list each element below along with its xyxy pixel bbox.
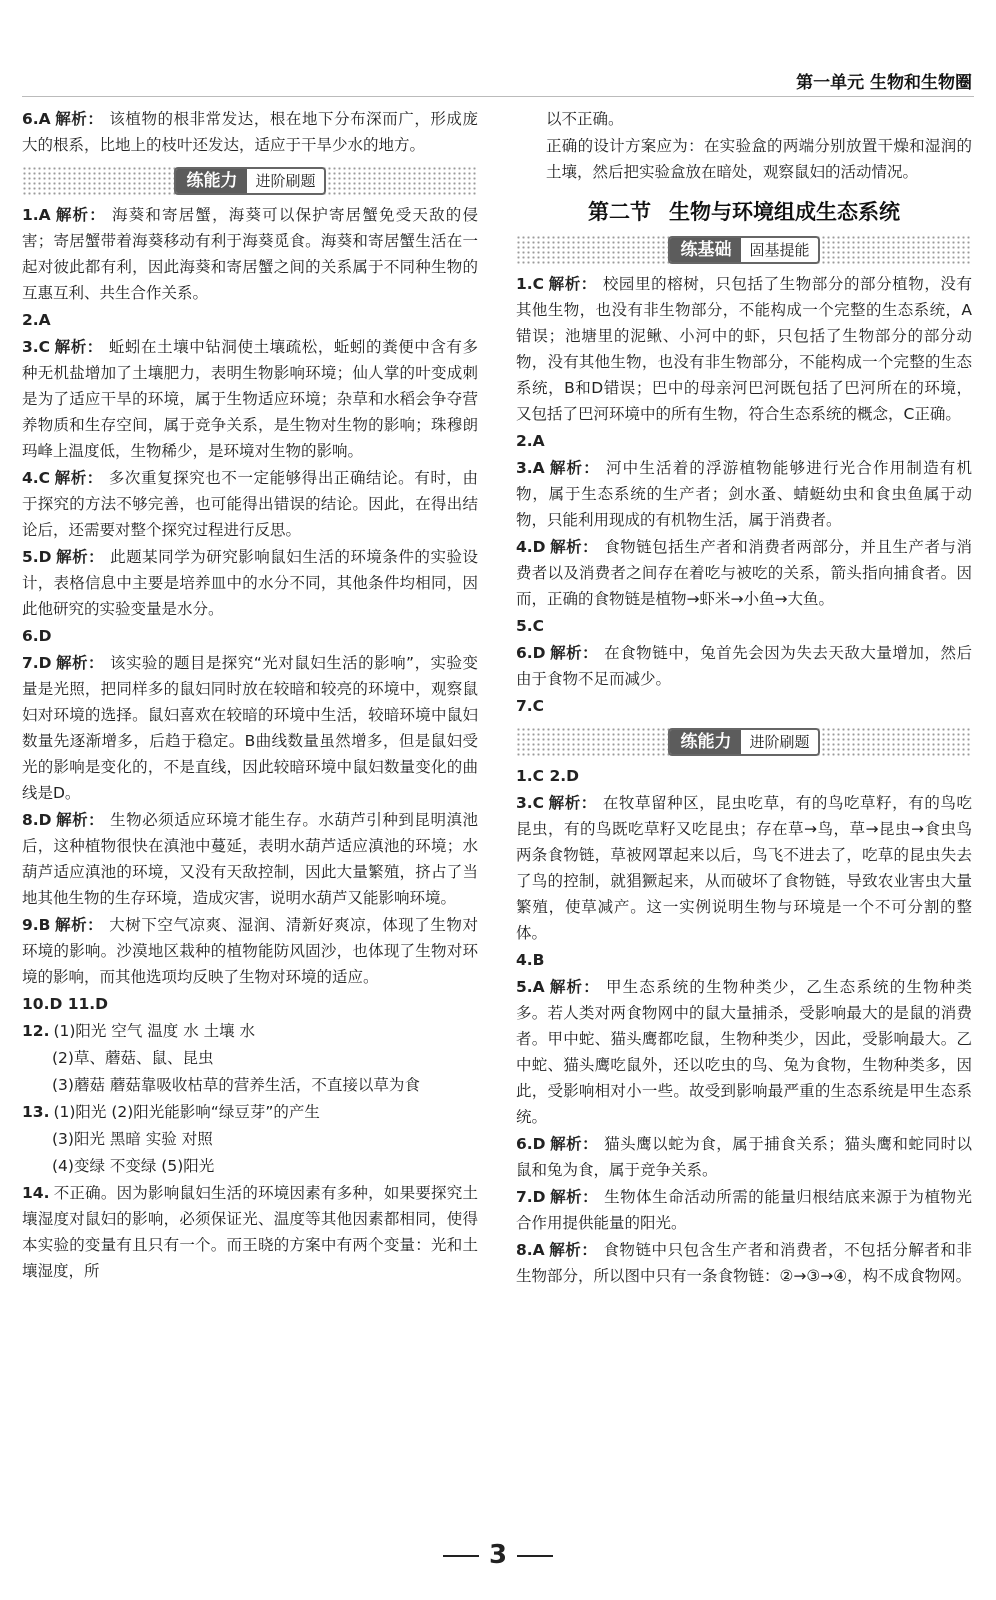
banner-sublabel: 进阶刷题 xyxy=(255,172,316,190)
answer-subline: (3)蘑菇 蘑菇靠吸收枯草的营养生活，不直接以草为食 xyxy=(52,1076,420,1094)
answer-item: 5.A 解析： 甲生态系统的生物种类少，乙生态系统的生物种类多。若人类对两食物网中的鼠大量捕杀，受影响最大的是鼠的消费者。甲中蛇、猫头鹰都吃鼠，生物种类少，因此，受影响最大。乙中蛇、猫头鹰吃鼠外，还以吃虫的鸟、兔为食物，生物种类多，因此，受影响相对小一些。故受到影响最严重的生态系统是甲生态系统。 xyxy=(516,978,972,1126)
answer-item: 1.C 解析： 校园里的榕树，只包括了生物部分的部分植物，没有其他生物，也没有非生物部分，不能构成一个完整的生态系统，A错误；池塘里的泥鳅、小河中的虾，只包括了生物部分的部分动物，没有其他生物，也没有非生物部分，不能构成一个完整的生态系统，B和D错误；巴中的母亲河巴河既包括了巴河所在的环境，又包括了巴河环境中的所有生物，符合生态系统的概念，C正确。 xyxy=(516,275,972,423)
section-banner-ability xyxy=(22,166,478,196)
answer-item: 3.C 解析： 蚯蚓在土壤中钻洞使土壤疏松，蚯蚓的粪便中含有多种无机盐增加了土壤肥力，表明生物影响环境；仙人掌的叶变成刺是为了适应干旱的环境，属于生物适应环境；杂草和水稻会争夺营养物质和生存空间，属于竞争关系，是生物对生物的影响；珠穆朗玛峰上温度低，生物稀少，是环境对生物的影响。 xyxy=(22,338,478,460)
answer-item: 8.A 解析： 食物链中只包含生产者和消费者，不包括分解者和非生物部分，所以图中只有一条食物链：②→③→④，构不成食物网。 xyxy=(516,1241,972,1285)
answer-item: 4.B xyxy=(516,951,545,969)
answer-item: 2.A xyxy=(22,311,51,329)
answer-item: 6.D 解析： 在食物链中，兔首先会因为失去天敌大量增加，然后由于食物不足而减少。 xyxy=(516,644,972,688)
answer-item: 6.A 解析： 该植物的根非常发达，根在地下分布深而广，形成庞大的根系，比地上的枝叶还发达，适应于干旱少水的地方。 xyxy=(22,110,478,154)
answer-item: 7.D 解析： 生物体生命活动所需的能量归根结底来源于为植物光合作用提供能量的阳光。 xyxy=(516,1188,972,1232)
page-number: 3 xyxy=(0,1540,996,1570)
answer-item: 12. (1)阳光 空气 温度 水 土壤 水 xyxy=(22,1022,256,1040)
answer-item: 8.D 解析： 生物必须适应环境才能生存。水葫芦引种到昆明滇池后，这种植物很快在滇池中蔓延，表明水葫芦适应滇池的环境；水葫芦适应滇池的环境，又没有天敌控制，因此大量繁殖，挤占了当地其他生物的生存环境，造成灾害，说明水葫芦又能影响环境。 xyxy=(22,811,478,907)
answer-item: 6.D xyxy=(22,627,52,645)
answer-item: 14. 不正确。因为影响鼠妇生活的环境因素有多种，如果要探究土壤湿度对鼠妇的影响，必须保证光、温度等其他因素都相同，使得本实验的变量有且只有一个。而王晓的方案中有两个变量：光和土壤湿度，所 xyxy=(22,1184,478,1280)
banner-label: 练能力 xyxy=(176,169,247,193)
answer-continuation: 以不正确。 xyxy=(546,110,624,128)
answer-item: 4.D 解析： 食物链包括生产者和消费者两部分，并且生产者与消费者以及消费者之间存在着吃与被吃的关系，箭头指向捕食者。因而，正确的食物链是植物→虾米→小鱼→大鱼。 xyxy=(516,538,972,608)
banner-label: 练基础 xyxy=(670,238,741,262)
banner-sublabel: 进阶刷题 xyxy=(749,733,810,751)
answer-item: 3.C 解析： 在牧草留种区，昆虫吃草，有的鸟吃草籽，有的鸟吃昆虫，有的鸟既吃草籽又吃昆虫；存在草→鸟，草→昆虫→食虫鸟两条食物链，草被网罩起来以后，鸟飞不进去了，吃草的昆虫失去了鸟的控制，就猖獗起来，从而破坏了食物链，导致农业害虫大量繁殖，使草减产。这一实例说明生物与环境是一个不可分割的整体。 xyxy=(516,794,972,942)
banner-sublabel: 固基提能 xyxy=(749,241,810,259)
answer-item: 3.A 解析： 河中生活着的浮游植物能够进行光合作用制造有机物，属于生态系统的生产者；剑水蚤、蜻蜓幼虫和食虫鱼属于动物，只能利用现成的有机物生活，属于消费者。 xyxy=(516,459,972,529)
banner-label: 练能力 xyxy=(670,730,741,754)
section-banner-ability xyxy=(516,727,972,757)
answer-item: 1.C 2.D xyxy=(516,767,579,785)
answer-subline: (4)变绿 不变绿 (5)阳光 xyxy=(52,1157,215,1175)
answer-item: 7.D 解析： 该实验的题目是探究“光对鼠妇生活的影响”，实验变量是光照，把同样多的鼠妇同时放在较暗和较亮的环境中，观察鼠妇对环境的选择。鼠妇喜欢在较暗的环境中生活，较暗环境中鼠妇数量先逐渐增多，后趋于稳定。B曲线数量虽然增多，但是鼠妇受光的影响是变化的，不是直线，因此较暗环境中鼠妇数量变化的曲线是D。 xyxy=(22,654,478,802)
answer-item: 10.D 11.D xyxy=(22,995,109,1013)
left-column xyxy=(22,106,478,1285)
answer-continuation: 正确的设计方案应为：在实验盒的两端分别放置干燥和湿润的土壤，然后把实验盒放在暗处，观察鼠妇的活动情况。 xyxy=(546,137,972,181)
answer-item: 1.A 解析： 海葵和寄居蟹，海葵可以保护寄居蟹免受天敌的侵害；寄居蟹带着海葵移动有利于海葵觅食。海葵和寄居蟹生活在一起对彼此都有利，因此海葵和寄居蟹之间的关系属于不同种生物的互惠互利、共生合作关系。 xyxy=(22,206,478,302)
answer-subline: (3)阳光 黑暗 实验 对照 xyxy=(52,1130,213,1148)
answer-item: 5.D 解析： 此题某同学为研究影响鼠妇生活的环境条件的实验设计，表格信息中主要是培养皿中的水分不同，其他条件均相同，因此他研究的实验变量是水分。 xyxy=(22,548,478,618)
answer-item: 7.C xyxy=(516,697,545,715)
right-column xyxy=(516,106,972,1290)
answer-item: 4.C 解析： 多次重复探究也不一定能够得出正确结论。有时，由于探究的方法不够完善，也可能得出错误的结论。因此，在得出结论后，还需要对整个探究过程进行反思。 xyxy=(22,469,478,539)
section-title: 第二节 生物与环境组成生态系统 xyxy=(588,200,900,224)
header-rule xyxy=(22,96,974,97)
answer-item: 6.D 解析： 猫头鹰以蛇为食，属于捕食关系；猫头鹰和蛇同时以鼠和兔为食，属于竞争关系。 xyxy=(516,1135,972,1179)
answer-item: 5.C xyxy=(516,617,545,635)
section-banner-basic xyxy=(516,235,972,265)
unit-header: 第一单元 生物和生物圈 xyxy=(796,73,972,93)
answer-item: 13. (1)阳光 (2)阳光能影响“绿豆芽”的产生 xyxy=(22,1103,320,1121)
answer-item: 9.B 解析： 大树下空气凉爽、湿润、清新好爽凉，体现了生物对环境的影响。沙漠地区栽种的植物能防风固沙，也体现了生物对环境的影响，而其他选项均反映了生物对环境的适应。 xyxy=(22,916,478,986)
answer-subline: (2)草、蘑菇、鼠、昆虫 xyxy=(52,1049,214,1067)
answer-item: 2.A xyxy=(516,432,545,450)
